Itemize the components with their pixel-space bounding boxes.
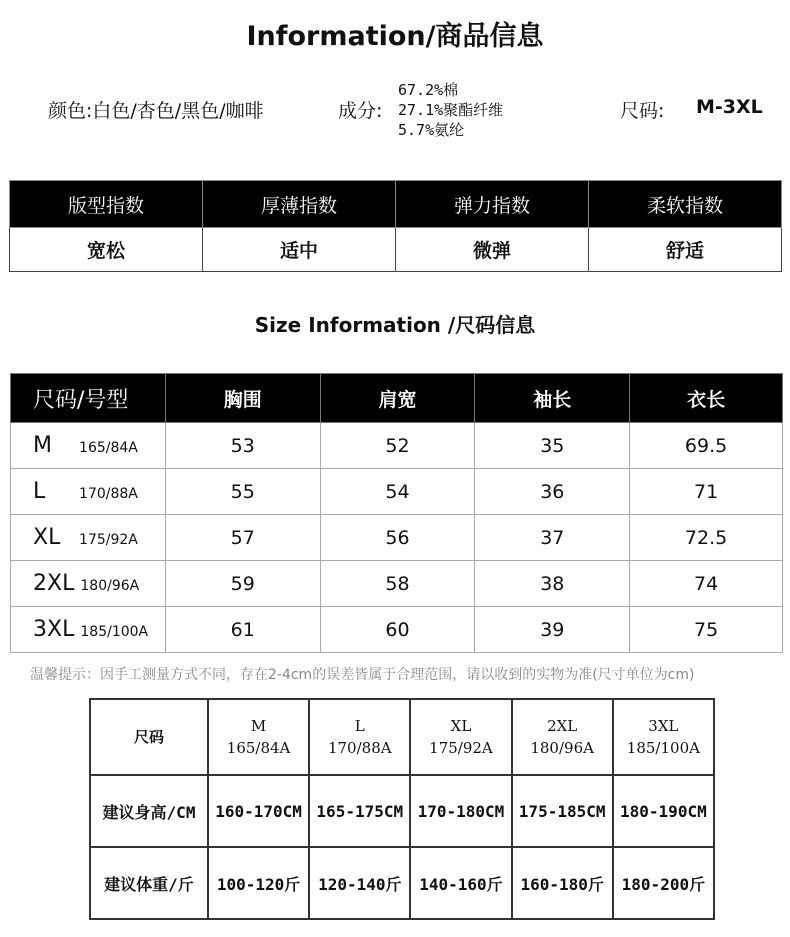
index-header: 版型指数 [10,181,203,228]
height-cell: 170-180CM [410,775,511,847]
index-value: 适中 [203,228,396,272]
chest-cell: 57 [165,515,320,561]
size-code: 2XL [33,571,75,596]
sleeve-cell: 39 [475,607,630,653]
composition-label: 成分: [338,100,383,122]
table-row [11,515,783,561]
rec-size-header [512,699,613,775]
recommendation-table [89,698,715,920]
table-row [90,775,714,847]
shoulder-cell: 58 [320,561,475,607]
chest-cell: 53 [165,423,320,469]
rec-size-header [208,699,309,775]
sleeve-cell: 35 [475,423,630,469]
rec-size-code: 2XL [547,717,578,735]
weight-cell: 160-180斤 [512,847,613,919]
height-cell: 165-175CM [309,775,410,847]
rec-size-code: L [354,717,365,735]
weight-cell: 140-160斤 [410,847,511,919]
rec-size-header [613,699,714,775]
measurement-note: 温馨提示：因手工测量方式不同，存在2-4cm的误差皆属于合理范围，请以收到的实物为准(尺寸单位为cm) [30,667,695,683]
index-value: 舒适 [589,228,782,272]
rec-size-spec: 180/96A [530,739,594,757]
length-cell: 69.5 [630,423,783,469]
composition-list [398,80,503,140]
length-cell: 75 [630,607,783,653]
sleeve-cell: 37 [475,515,630,561]
corner-cell: 尺码 [90,699,208,775]
table-row [11,561,783,607]
size-range: M-3XL [696,96,763,118]
height-cell: 180-190CM [613,775,714,847]
shoulder-cell: 60 [320,607,475,653]
sleeve-cell: 36 [475,469,630,515]
length-cell: 71 [630,469,783,515]
chest-cell: 61 [165,607,320,653]
size-spec: 180/96A [80,578,140,594]
rec-size-code: 3XL [648,717,679,735]
shoulder-cell: 54 [320,469,475,515]
table-row [90,847,714,919]
size-cell [11,423,166,469]
rec-size-spec: 185/100A [626,739,700,757]
size-spec: 170/88A [79,486,138,502]
size-table [10,373,783,653]
table-row [11,469,783,515]
height-cell: 160-170CM [208,775,309,847]
colors-text: 颜色:白色/杏色/黑色/咖啡 [48,100,264,122]
size-header: 袖长 [475,374,630,423]
size-code: XL [33,525,61,550]
product-info [0,78,790,148]
index-value: 宽松 [10,228,203,272]
rec-size-code: XL [450,717,472,735]
table-row [11,423,783,469]
size-spec: 185/100A [80,624,149,640]
size-code: L [33,479,46,504]
weight-label: 建议体重/斤 [90,847,208,919]
page-title: Information/商品信息 [246,21,544,52]
shoulder-cell: 52 [320,423,475,469]
weight-cell: 100-120斤 [208,847,309,919]
rec-size-spec: 165/84A [226,739,291,757]
rec-size-spec: 175/92A [429,739,493,757]
index-header: 弹力指数 [396,181,589,228]
index-header: 柔软指数 [589,181,782,228]
size-cell [11,561,166,607]
size-header: 尺码/号型 [11,374,166,423]
height-cell: 175-185CM [512,775,613,847]
size-header: 肩宽 [320,374,475,423]
size-section-title: Size Information /尺码信息 [254,313,536,337]
composition-item: 67.2%棉 [398,81,459,99]
size-spec: 175/92A [79,532,138,548]
size-label: 尺码: [620,100,665,122]
index-header: 厚薄指数 [203,181,396,228]
index-value: 微弹 [396,228,589,272]
size-spec: 165/84A [79,440,138,456]
size-header: 胸围 [165,374,320,423]
shoulder-cell: 56 [320,515,475,561]
composition-item: 5.7%氨纶 [398,121,465,139]
size-cell [11,469,166,515]
rec-size-header [309,699,410,775]
rec-size-header [410,699,511,775]
size-code: M [33,433,52,458]
size-header: 衣长 [630,374,783,423]
weight-cell: 180-200斤 [613,847,714,919]
size-cell [11,607,166,653]
composition-item: 27.1%聚酯纤维 [398,101,504,119]
rec-size-code: M [250,717,267,735]
chest-cell: 55 [165,469,320,515]
height-label: 建议身高/CM [90,775,208,847]
table-row [11,607,783,653]
chest-cell: 59 [165,561,320,607]
length-cell: 72.5 [630,515,783,561]
length-cell: 74 [630,561,783,607]
size-code: 3XL [33,617,75,642]
sleeve-cell: 38 [475,561,630,607]
weight-cell: 120-140斤 [309,847,410,919]
size-cell [11,515,166,561]
rec-size-spec: 170/88A [327,739,392,757]
index-table [9,180,782,272]
